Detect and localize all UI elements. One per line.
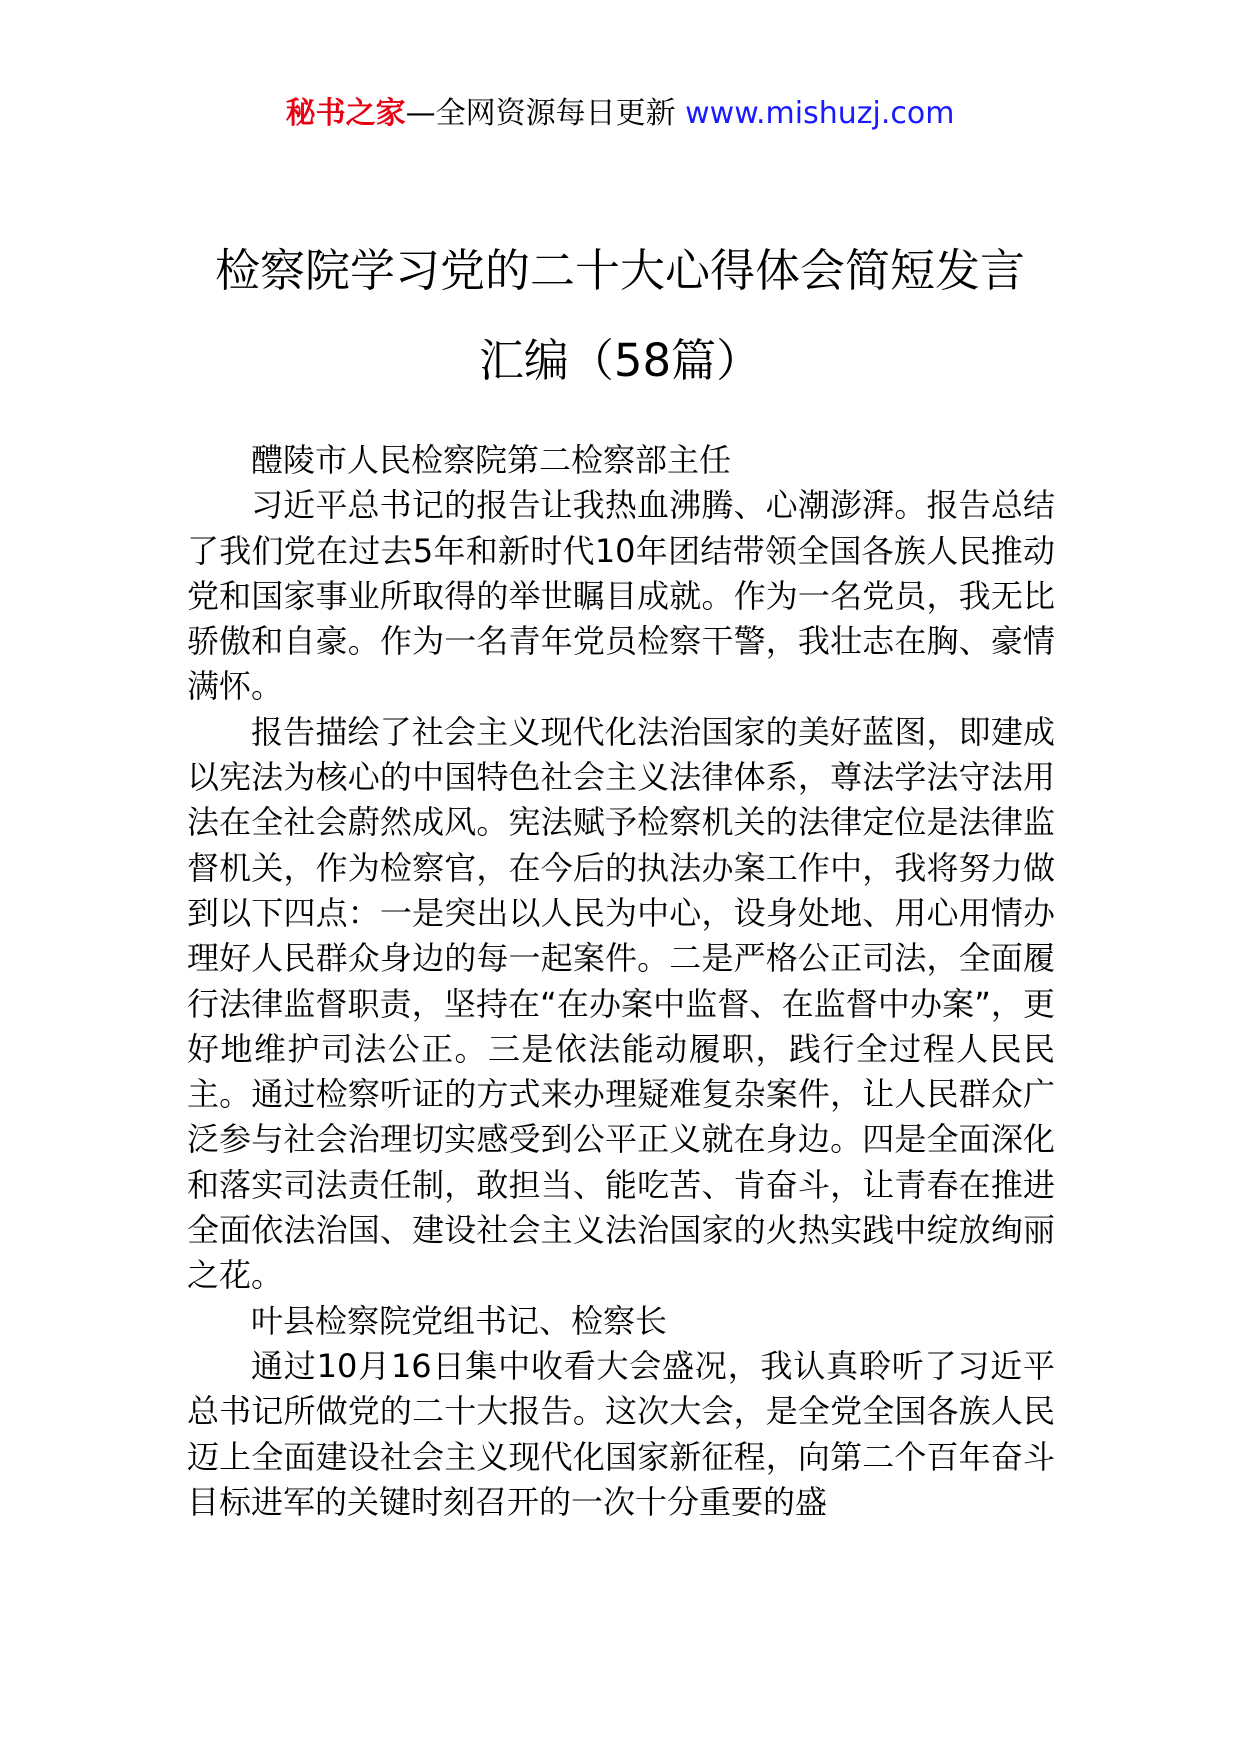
title-line-2: 汇编（58篇） bbox=[478, 334, 762, 387]
body-paragraph: 习近平总书记的报告让我热血沸腾、心潮澎湃。报告总结了我们党在过去5年和新时代10年团结带领全国各族人民推动党和国家事业所取得的举世瞩目成就。作为一名党员，我无比骄傲和自豪。作为一名青年党员检察干警，我壮志在胸、豪情满怀。 bbox=[187, 486, 1055, 706]
site-url-link[interactable]: www.mishuzj.com bbox=[685, 96, 955, 131]
site-header bbox=[0, 94, 1240, 134]
section-author-2: 叶县检察院党组书记、检察长 bbox=[251, 1301, 668, 1340]
section-author-1: 醴陵市人民检察院第二检察部主任 bbox=[251, 441, 732, 479]
site-tagline: —全网资源每日更新 bbox=[405, 96, 686, 131]
document-body bbox=[187, 438, 1055, 1525]
title-line-1: 检察院学习党的二十大心得体会简短发言 bbox=[214, 244, 1025, 297]
site-brand: 秘书之家 bbox=[285, 96, 406, 131]
document-title bbox=[0, 226, 1240, 406]
body-paragraph: 通过10月16日集中收看大会盛况，我认真聆听了习近平总书记所做党的二十大报告。这次大会，是全党全国各族人民迈上全面建设社会主义现代化国家新征程，向第二个百年奋斗目标进军的关键时刻召开的一次十分重要的盛 bbox=[187, 1346, 1055, 1521]
body-paragraph: 报告描绘了社会主义现代化法治国家的美好蓝图，即建成以宪法为核心的中国特色社会主义法律体系，尊法学法守法用法在全社会蔚然成风。宪法赋予检察机关的法律定位是法律监督机关，作为检察官，在今后的执法办案工作中，我将努力做到以下四点：一是突出以人民为中心，设身处地、用心用情办理好人民群众身边的每一起案件。二是严格公正司法，全面履行法律监督职责，坚持在“在办案中监督、在监督中办案”，更好地维护司法公正。三是依法能动履职，践行全过程人民民主。通过检察听证的方式来办理疑难复杂案件，让人民群众广泛参与社会治理切实感受到公平正义就在身边。四是全面深化和落实司法责任制，敢担当、能吃苦、肯奋斗，让青春在推进全面依法治国、建设社会主义法治国家的火热实践中绽放绚丽之花。 bbox=[187, 712, 1055, 1295]
